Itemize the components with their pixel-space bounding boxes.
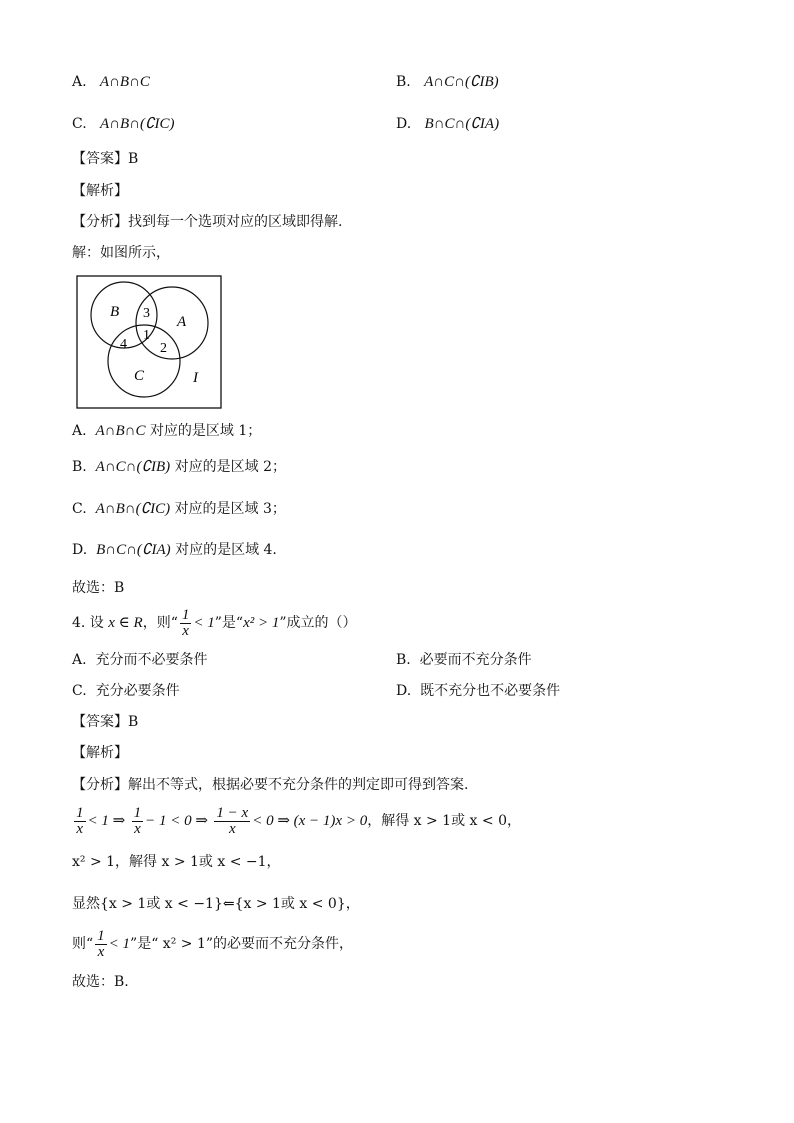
- q3-option-c: C. A∩B∩(∁IC): [72, 116, 175, 132]
- q4-analysis-title: 【解析】: [72, 745, 128, 761]
- q4-option-c: C. 充分必要条件: [72, 683, 180, 699]
- q3-option-d: D. B∩C∩(∁IA): [396, 116, 500, 132]
- q3-option-b: B. A∩C∩(∁IB): [396, 74, 499, 90]
- venn-region-3: 3: [143, 306, 150, 321]
- venn-label-b: B: [110, 304, 120, 320]
- venn-label-c: C: [134, 368, 145, 384]
- q4-line-4: 则“ $\frac{1}{x}$ < 1”是“ x² > 1”的必要而不充分条件，: [72, 927, 354, 960]
- q4-fraction: $\frac{1}{x}$: [181, 606, 190, 639]
- q3-choose: 故选：B: [72, 580, 125, 596]
- venn-circle-a: [136, 287, 208, 359]
- q3-option-d-expr: B∩C∩(∁IA): [424, 116, 500, 132]
- venn-label-i: I: [193, 370, 198, 386]
- venn-label-a: A: [177, 314, 187, 330]
- q3-analysis-title: 【解析】: [72, 183, 128, 199]
- q3-analysis-note: 【分析】找到每一个选项对应的区域即得解.: [72, 214, 343, 230]
- venn-diagram: [76, 275, 222, 409]
- q3-option-c-expr: A∩B∩(∁IC): [100, 116, 175, 132]
- q4-line-3: 显然{x > 1或 x < −1}⇐{x > 1或 x < 0}，: [72, 896, 360, 912]
- q3-solution-intro: 解：如图所示，: [72, 245, 170, 261]
- q3-region-line-d: D. B∩C∩(∁IA) 对应的是区域 4.: [72, 542, 277, 558]
- q3-option-a: A. A∩B∩C: [72, 74, 150, 90]
- q3-option-a-expr: A∩B∩C: [99, 74, 150, 90]
- q4-option-a: A. 充分而不必要条件: [72, 652, 208, 668]
- q4-derivation: $\frac{1}{x}$ < 1 ⇒ $\frac{1}{x}$ − 1 < 0 ⇒ $\frac{1 - x}{x}$ < 0 ⇒ (x − 1)x > 0，解得 x > 1或 x < 0，: [76, 804, 521, 837]
- q4-analysis-note: 【分析】解出不等式，根据必要不充分条件的判定即可得到答案.: [72, 777, 469, 793]
- q4-line-2: x² > 1，解得 x > 1或 x < −1，: [72, 854, 281, 870]
- venn-region-4: 4: [120, 337, 127, 352]
- q3-region-line-c: C. A∩B∩(∁IC) 对应的是区域 3；: [72, 501, 286, 517]
- q3-answer: 【答案】B: [72, 151, 139, 167]
- q4-option-b: B. 必要而不充分条件: [396, 652, 532, 668]
- q3-region-line-a: A. A∩B∩C 对应的是区域 1；: [72, 423, 262, 439]
- q4-choose: 故选：B.: [72, 974, 129, 990]
- q3-region-line-b: B. A∩C∩(∁IB) 对应的是区域 2；: [72, 459, 286, 475]
- venn-region-1: 1: [143, 328, 150, 343]
- venn-region-2: 2: [160, 341, 167, 356]
- q4-stem: 4. 设 x ∈ R，则“ $\frac{1}{x}$ < 1”是“x² > 1”成立的（）: [72, 606, 357, 639]
- q4-option-d: D. 既不充分也不必要条件: [396, 683, 561, 699]
- q4-answer: 【答案】B: [72, 714, 139, 730]
- q3-option-b-expr: A∩C∩(∁IB): [424, 74, 499, 90]
